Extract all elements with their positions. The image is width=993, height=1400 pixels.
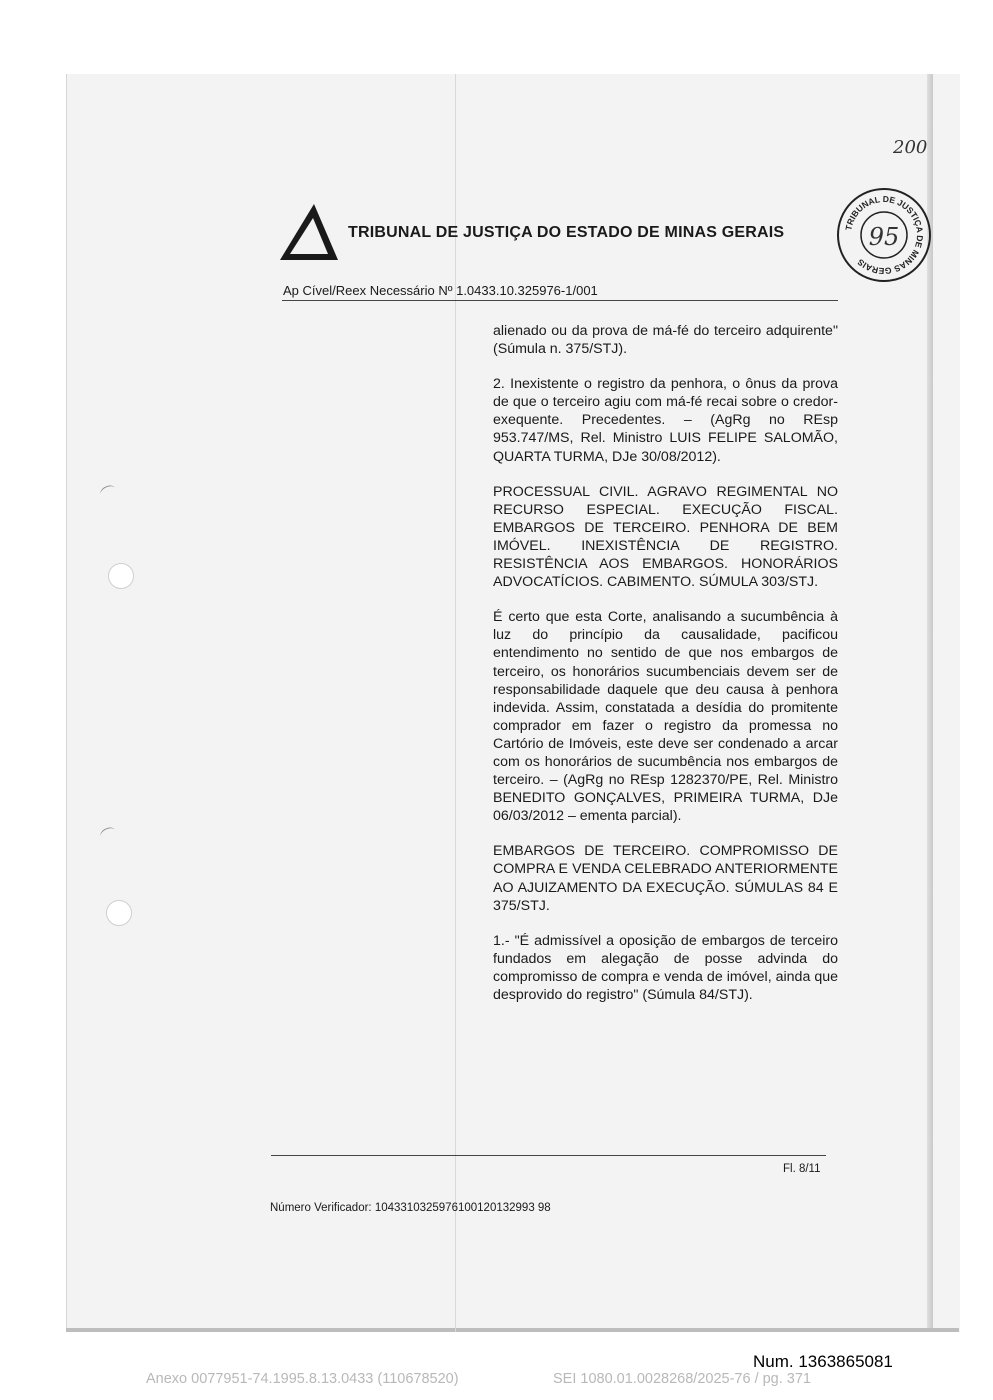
process-number: Ap Cível/Reex Necessário Nº 1.0433.10.325976-1/001 <box>283 283 598 298</box>
paragraph: 1.- "É admissível a oposição de embargos de terceiro fundados em alegação de posse advinda do compromisso de compra e venda de imóvel, ainda que desprovido do registro" (Súmula 84/STJ). <box>493 932 838 1003</box>
court-triangle-logo-icon <box>276 200 342 266</box>
punch-hole-bottom <box>106 900 132 926</box>
footer-divider <box>271 1155 826 1156</box>
court-seal-icon <box>835 186 933 284</box>
sei-stamp: SEI 1080.01.0028268/2025-76 / pg. 371 <box>553 1371 811 1387</box>
punch-hole-top <box>108 563 134 589</box>
page-counter: Fl. 8/11 <box>783 1163 821 1175</box>
paragraph: alienado ou da prova de má-fé do terceiro adquirente" (Súmula n. 375/STJ). <box>493 323 838 358</box>
body-text <box>493 322 838 1021</box>
seal-text: TRIBUNAL DE JUSTIÇA DE MINAS GERAIS <box>843 193 926 277</box>
page-bottom-edge <box>66 1328 959 1332</box>
paragraph: EMBARGOS DE TERCEIRO. COMPROMISSO DE COMPRA E VENDA CELEBRADO ANTERIORMENTE AO AJUIZAMENTO DA EXECUÇÃO. SÚMULAS 84 E 375/STJ. <box>493 843 838 914</box>
paragraph: 2. Inexistente o registro da penhora, o ônus da prova de que o terceiro agiu com má-fé recai sobre o credor-exequente. Precedentes. – (AgRg no REsp 953.747/MS, Rel. Ministro LUIS FELIPE SALOMÃO, QUARTA TURMA, DJe 30/08/2012). <box>493 376 838 465</box>
court-title: TRIBUNAL DE JUSTIÇA DO ESTADO DE MINAS GERAIS <box>348 224 785 241</box>
document-header <box>276 200 846 266</box>
paragraph: É certo que esta Corte, analisando a sucumbência à luz do princípio da causalidade, pacificou entendimento no sentido de que nos embargos de terceiro, os honorários sucumbenciais devem ser de responsabilidade daquele que deu causa à penhora indevida. Assim, constatada a desídia do promitente comprador em fazer o registro da promessa no Cartório de Imóveis, este deve ser condenado a arcar com os honorários de sucumbência nos embargos de terceiro. – (AgRg no REsp 1282370/PE, Rel. Ministro BENEDITO GONÇALVES, PRIMEIRA TURMA, DJe 06/03/2012 – ementa parcial). <box>493 609 838 825</box>
seal-folio: 95 <box>868 223 900 251</box>
header-divider <box>282 300 838 301</box>
annex-stamp: Anexo 0077951-74.1995.8.13.0433 (110678520) <box>146 1371 459 1387</box>
document-number: Num. 1363865081 <box>753 1352 893 1371</box>
verifier-number: Número Verificador: 1043310325976100120132993 98 <box>270 1202 551 1214</box>
handwritten-note: 200 <box>893 137 928 158</box>
paragraph: PROCESSUAL CIVIL. AGRAVO REGIMENTAL NO RECURSO ESPECIAL. EXECUÇÃO FISCAL. EMBARGOS DE TERCEIRO. PENHORA DE BEM IMÓVEL. INEXISTÊNCIA DE REGISTRO. RESISTÊNCIA AOS EMBARGOS. HONORÁRIOS ADVOCATÍCIOS. CABIMENTO. SÚMULA 303/STJ. <box>493 483 838 591</box>
